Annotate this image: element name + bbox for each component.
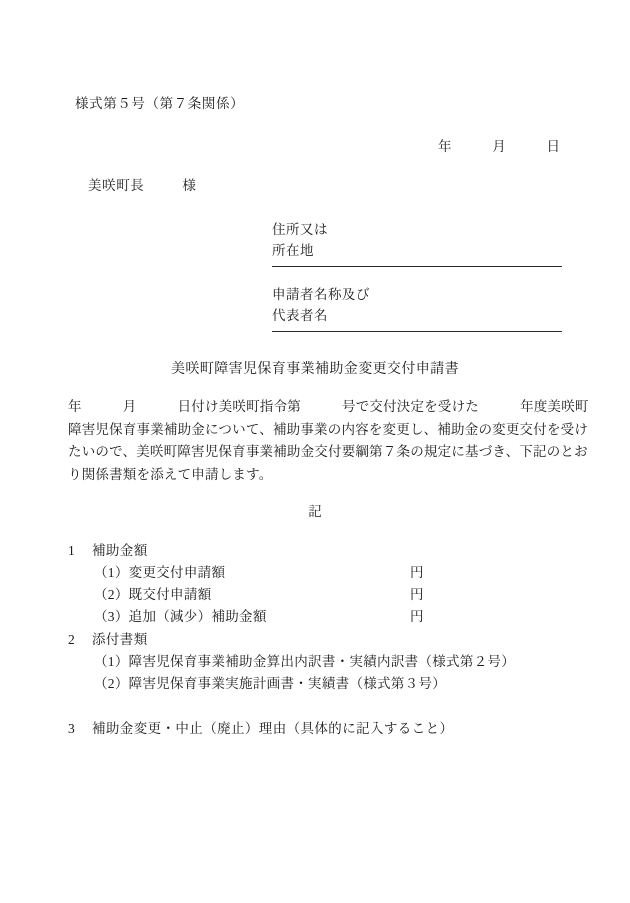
amount-row-difference xyxy=(68,606,588,628)
amount-label-change-request: （1）変更交付申請額 xyxy=(94,565,226,580)
amount-label-already-granted: （2）既交付申請額 xyxy=(94,587,212,602)
year-label: 年 xyxy=(438,139,452,154)
section-attachments xyxy=(68,629,588,695)
addressee-honorific: 様 xyxy=(182,178,197,193)
amount-unit-already-granted: 円 xyxy=(410,587,424,602)
section-3-title: 補助金変更・中止（廃止）理由（具体的に記入すること） xyxy=(92,721,454,736)
amount-row-already-granted xyxy=(68,584,588,606)
attachment-item-plan: （2）障害児保育事業実施計画書・実績書（様式第３号） xyxy=(94,676,447,691)
addressee-line xyxy=(88,174,197,194)
form-number-label: 様式第５号（第７条関係） xyxy=(75,96,245,111)
body-line-1: 年 月 日付け美咲町指令第 号で交付決定を受けた 年度美咲町 xyxy=(68,399,589,414)
section-2-heading xyxy=(68,629,588,651)
applicant-address-input[interactable] xyxy=(272,266,562,267)
document-title: 美咲町障害児保育事業補助金変更交付申請書 xyxy=(171,362,459,377)
section-3-heading xyxy=(68,718,588,740)
section-2-number: 2 xyxy=(68,632,76,647)
amount-row-change-request xyxy=(68,562,588,584)
amount-label-difference: （3）追加（減少）補助金額 xyxy=(94,609,267,624)
section-2-items xyxy=(68,651,588,695)
applicant-name-field xyxy=(272,284,562,332)
body-line-3: たいので、美咲町障害児保育事業補助金交付要綱第７条の規定に基づき、下記のとお xyxy=(68,444,588,459)
section-reason xyxy=(68,718,588,740)
section-1-number: 1 xyxy=(68,543,76,558)
attachment-item-breakdown: （1）障害児保育事業補助金算出内訳書・実績内訳書（様式第２号） xyxy=(94,654,516,669)
section-3-number: 3 xyxy=(68,721,76,736)
body-paragraph xyxy=(68,396,589,486)
date-entry-line xyxy=(0,135,630,155)
applicant-block xyxy=(272,219,562,349)
applicant-address-label-line1: 住所又は xyxy=(272,222,328,237)
section-1-title: 補助金額 xyxy=(92,543,148,558)
section-1-items xyxy=(68,562,588,628)
amount-unit-change-request: 円 xyxy=(410,565,424,580)
applicant-name-input[interactable] xyxy=(272,331,562,332)
applicant-address-field xyxy=(272,219,562,267)
addressee-recipient: 美咲町長 xyxy=(88,178,145,193)
applicant-name-label-line1: 申請者名称及び xyxy=(272,287,370,302)
applicant-address-label-line2: 所在地 xyxy=(272,243,314,258)
section-subsidy-amount xyxy=(68,540,588,628)
section-1-heading xyxy=(68,540,588,562)
amount-unit-difference: 円 xyxy=(410,609,424,624)
applicant-name-label-line2: 代表者名 xyxy=(272,308,328,323)
section-2-title: 添付書類 xyxy=(92,632,148,647)
ki-marker: 記 xyxy=(308,504,322,519)
month-label: 月 xyxy=(492,139,506,154)
day-label: 日 xyxy=(546,139,560,154)
body-line-2: 障害児保育事業補助金について、補助事業の内容を変更し、補助金の変更交付を受け xyxy=(68,421,589,437)
body-line-4: り関係書類を添えて申請します。 xyxy=(68,466,273,482)
